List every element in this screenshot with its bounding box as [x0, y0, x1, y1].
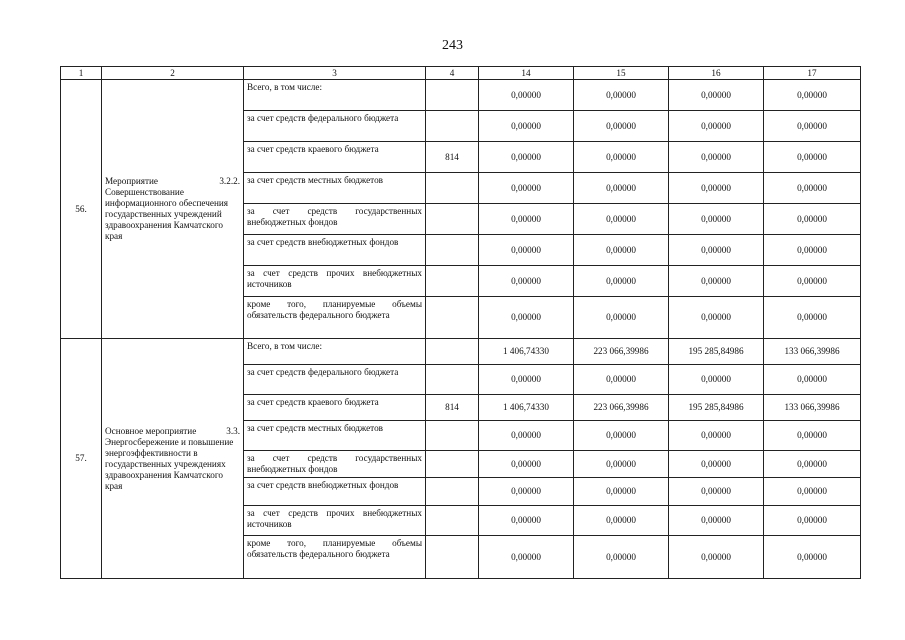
amount-cell: 0,00000 [764, 266, 861, 297]
funding-source: за счет средств федерального бюджета [244, 365, 426, 395]
amount-cell: 0,00000 [764, 297, 861, 339]
amount-cell: 0,00000 [479, 297, 574, 339]
column-number-row [61, 67, 861, 80]
funding-source: за счет средств государственных внебюджетных фондов [244, 451, 426, 478]
amount-cell: 0,00000 [574, 536, 669, 579]
amount-cell: 1 406,74330 [479, 339, 574, 365]
amount-cell: 0,00000 [479, 80, 574, 111]
amount-cell: 0,00000 [764, 111, 861, 142]
table-row [61, 339, 861, 365]
amount-cell: 0,00000 [479, 266, 574, 297]
amount-cell: 0,00000 [574, 365, 669, 395]
amount-cell: 0,00000 [764, 204, 861, 235]
amount-cell: 0,00000 [764, 478, 861, 506]
amount-cell: 0,00000 [479, 365, 574, 395]
budget-code-cell [426, 111, 479, 142]
budget-code-cell [426, 506, 479, 536]
funding-source: кроме того, планируемые объемы обязательств федерального бюджета [244, 297, 426, 339]
amount-cell: 0,00000 [479, 111, 574, 142]
column-number: 1 [61, 67, 102, 80]
amount-cell: 0,00000 [764, 142, 861, 173]
item-name-first-line [105, 426, 240, 437]
column-number: 2 [102, 67, 244, 80]
budget-code-cell [426, 173, 479, 204]
column-number: 16 [669, 67, 764, 80]
page-number: 243 [442, 38, 463, 53]
amount-cell: 0,00000 [574, 266, 669, 297]
amount-cell: 223 066,39986 [574, 339, 669, 365]
amount-cell: 1 406,74330 [479, 395, 574, 421]
amount-cell: 0,00000 [479, 421, 574, 451]
amount-cell: 0,00000 [669, 506, 764, 536]
amount-cell: 133 066,39986 [764, 339, 861, 365]
amount-cell: 0,00000 [669, 536, 764, 579]
funding-source: за счет средств внебюджетных фондов [244, 235, 426, 266]
amount-cell: 0,00000 [574, 478, 669, 506]
amount-cell: 0,00000 [574, 451, 669, 478]
amount-cell: 0,00000 [764, 173, 861, 204]
funding-source: за счет средств краевого бюджета [244, 142, 426, 173]
funding-source: за счет средств местных бюджетов [244, 421, 426, 451]
funding-source: кроме того, планируемые объемы обязательств федерального бюджета [244, 536, 426, 579]
amount-cell: 195 285,84986 [669, 339, 764, 365]
amount-cell: 0,00000 [669, 421, 764, 451]
amount-cell: 0,00000 [669, 297, 764, 339]
amount-cell: 0,00000 [669, 266, 764, 297]
amount-cell: 0,00000 [669, 111, 764, 142]
budget-table [60, 66, 861, 579]
item-name [102, 80, 244, 339]
column-number: 14 [479, 67, 574, 80]
amount-cell: 0,00000 [669, 235, 764, 266]
funding-source: Всего, в том числе: [244, 80, 426, 111]
amount-cell: 0,00000 [764, 536, 861, 579]
amount-cell: 0,00000 [574, 297, 669, 339]
funding-source: за счет средств краевого бюджета [244, 395, 426, 421]
budget-code-cell [426, 204, 479, 235]
item-name-title: Мероприятие [105, 176, 158, 186]
amount-cell: 0,00000 [479, 451, 574, 478]
table-body [61, 67, 861, 579]
budget-code-cell [426, 339, 479, 365]
amount-cell: 0,00000 [574, 421, 669, 451]
budget-code-cell [426, 266, 479, 297]
amount-cell: 0,00000 [669, 80, 764, 111]
budget-code-cell [426, 297, 479, 339]
item-number: 57. [61, 339, 102, 579]
amount-cell: 0,00000 [764, 365, 861, 395]
amount-cell: 0,00000 [479, 235, 574, 266]
funding-source: Всего, в том числе: [244, 339, 426, 365]
amount-cell: 0,00000 [479, 478, 574, 506]
budget-code-cell [426, 235, 479, 266]
amount-cell: 0,00000 [669, 173, 764, 204]
item-name-text: Энергосбережение и повышение энергоэффективности в государственных учреждениях здравоохранения Камчатского края [105, 436, 234, 491]
budget-code-cell [426, 421, 479, 451]
item-name-code: 3.2.2. [219, 176, 240, 186]
amount-cell: 0,00000 [669, 365, 764, 395]
item-name-code: 3.3. [226, 425, 240, 436]
funding-source: за счет средств прочих внебюджетных источников [244, 506, 426, 536]
amount-cell: 0,00000 [479, 506, 574, 536]
item-name [102, 339, 244, 579]
amount-cell: 0,00000 [479, 536, 574, 579]
budget-code-cell [426, 478, 479, 506]
amount-cell: 0,00000 [479, 142, 574, 173]
amount-cell: 0,00000 [574, 204, 669, 235]
amount-cell: 0,00000 [764, 80, 861, 111]
funding-source: за счет средств государственных внебюджетных фондов [244, 204, 426, 235]
column-number: 17 [764, 67, 861, 80]
amount-cell: 0,00000 [574, 111, 669, 142]
amount-cell: 0,00000 [764, 506, 861, 536]
item-name-text: Совершенствование информационного обеспечения государственных учреждений здравоохранения Камчатского края [105, 187, 229, 241]
item-number: 56. [61, 80, 102, 339]
amount-cell: 133 066,39986 [764, 395, 861, 421]
amount-cell: 223 066,39986 [574, 395, 669, 421]
amount-cell: 0,00000 [764, 235, 861, 266]
budget-code-cell [426, 80, 479, 111]
amount-cell: 0,00000 [574, 235, 669, 266]
item-name-first-line [105, 176, 240, 187]
column-number: 3 [244, 67, 426, 80]
item-name-title: Основное мероприятие [105, 425, 197, 436]
funding-source: за счет средств федерального бюджета [244, 111, 426, 142]
amount-cell: 195 285,84986 [669, 395, 764, 421]
amount-cell: 0,00000 [669, 478, 764, 506]
amount-cell: 0,00000 [764, 421, 861, 451]
budget-code-cell: 814 [426, 142, 479, 173]
column-number: 4 [426, 67, 479, 80]
funding-source: за счет средств внебюджетных фондов [244, 478, 426, 506]
amount-cell: 0,00000 [669, 204, 764, 235]
amount-cell: 0,00000 [669, 142, 764, 173]
table-row [61, 80, 861, 111]
amount-cell: 0,00000 [574, 173, 669, 204]
budget-code-cell [426, 451, 479, 478]
budget-code-cell [426, 536, 479, 579]
amount-cell: 0,00000 [479, 204, 574, 235]
amount-cell: 0,00000 [669, 451, 764, 478]
funding-source: за счет средств местных бюджетов [244, 173, 426, 204]
column-number: 15 [574, 67, 669, 80]
amount-cell: 0,00000 [479, 173, 574, 204]
amount-cell: 0,00000 [574, 142, 669, 173]
budget-code-cell [426, 365, 479, 395]
amount-cell: 0,00000 [574, 506, 669, 536]
amount-cell: 0,00000 [764, 451, 861, 478]
budget-code-cell: 814 [426, 395, 479, 421]
amount-cell: 0,00000 [574, 80, 669, 111]
funding-source: за счет средств прочих внебюджетных источников [244, 266, 426, 297]
